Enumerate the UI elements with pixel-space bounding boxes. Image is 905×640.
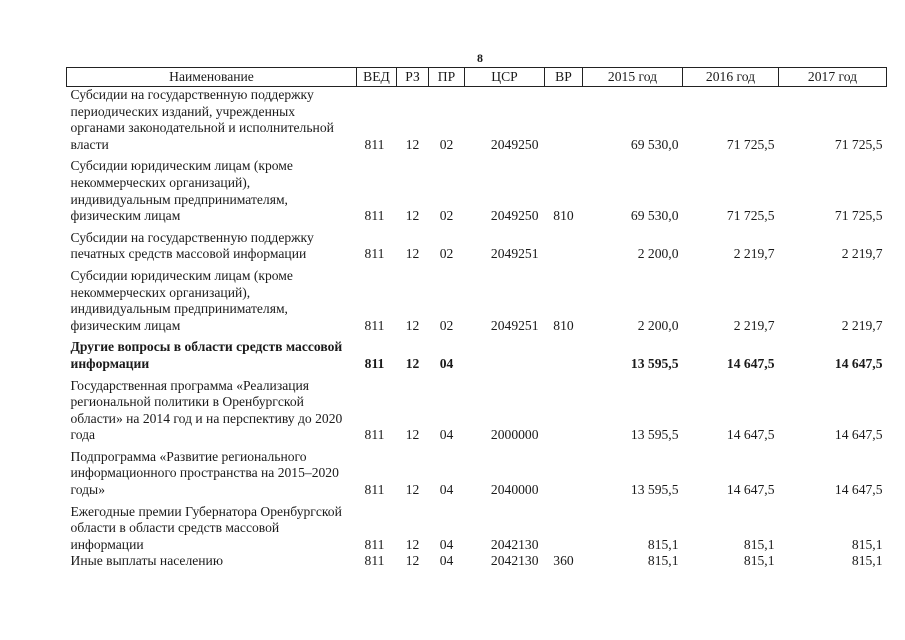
row-csr: 2040000 (490, 482, 539, 498)
column-header-pr: ПР (429, 68, 465, 87)
row-ved: 811 (364, 536, 385, 552)
row-name: Субсидии на государственную поддержку печатных средств массовой информации (70, 229, 314, 262)
row-vr: 360 (553, 553, 574, 569)
row-value-2016: 71 725,5 (726, 208, 775, 224)
row-value-2016: 71 725,5 (726, 136, 775, 152)
row-rz: 12 (405, 208, 420, 224)
row-name: Другие вопросы в области средств массовой информации (70, 339, 343, 371)
row-value-2016: 2 219,7 (733, 246, 775, 262)
table-header (67, 68, 887, 87)
row-value-2016: 14 647,5 (726, 355, 775, 371)
row-csr: 2042130 (490, 553, 539, 569)
row-vr (545, 230, 583, 268)
table-body (67, 87, 887, 571)
column-header-vr: ВР (545, 68, 583, 87)
column-header-name: Наименование (67, 68, 357, 87)
row-pr: 02 (439, 246, 454, 262)
row-value-2015: 69 530,0 (630, 136, 679, 152)
row-ved: 811 (364, 317, 385, 333)
row-csr: 2042130 (490, 536, 539, 552)
row-ved: 811 (364, 246, 385, 262)
row-pr: 02 (439, 317, 454, 333)
row-vr: 810 (553, 208, 574, 224)
row-rz: 12 (405, 482, 420, 498)
table-row (67, 230, 887, 268)
row-value-2017: 14 647,5 (834, 355, 883, 371)
row-pr: 02 (439, 208, 454, 224)
row-value-2017: 71 725,5 (834, 208, 883, 224)
table-row (67, 553, 887, 570)
row-csr: 2049251 (490, 246, 539, 262)
row-vr: 810 (553, 317, 574, 333)
row-ved: 811 (364, 136, 385, 152)
row-ved: 811 (364, 355, 385, 371)
row-name: Субсидии на государственную поддержку периодических изданий, учрежденных органами законодательной и исполнительной власти (70, 87, 334, 152)
row-value-2016: 14 647,5 (726, 427, 775, 443)
row-rz: 12 (405, 553, 420, 569)
row-value-2016: 14 647,5 (726, 482, 775, 498)
row-name: Государственная программа «Реализация региональной политики в Оренбургской области» на 2014 год и на перспективу до 2020 года (70, 377, 343, 443)
table-row (67, 449, 887, 504)
row-vr (545, 87, 583, 159)
row-vr (545, 449, 583, 504)
row-value-2016: 815,1 (743, 553, 775, 569)
table-row (67, 268, 887, 339)
row-rz: 12 (405, 317, 420, 333)
row-pr: 04 (439, 355, 454, 371)
row-pr: 02 (439, 136, 454, 152)
row-csr: 2000000 (490, 427, 539, 443)
row-pr: 04 (439, 553, 454, 569)
row-csr (465, 339, 545, 377)
table-row (67, 339, 887, 377)
row-value-2015: 815,1 (647, 536, 679, 552)
table-row (67, 378, 887, 449)
row-name: Субсидии юридическим лицам (кроме некоммерческих организаций), индивидуальным предпринимателям, физическим лицам (70, 158, 293, 224)
row-value-2015: 13 595,5 (630, 427, 679, 443)
budget-table (66, 67, 887, 570)
row-value-2017: 815,1 (851, 553, 883, 569)
row-value-2017: 2 219,7 (841, 246, 883, 262)
row-pr: 04 (439, 536, 454, 552)
row-ved: 811 (364, 553, 385, 569)
row-value-2015: 13 595,5 (630, 355, 679, 371)
row-ved: 811 (364, 427, 385, 443)
row-csr: 2049250 (490, 208, 539, 224)
column-header-csr: ЦСР (465, 68, 545, 87)
row-value-2017: 2 219,7 (841, 317, 883, 333)
row-csr: 2049250 (490, 136, 539, 152)
row-value-2017: 14 647,5 (834, 482, 883, 498)
row-value-2015: 2 200,0 (637, 317, 679, 333)
row-name: Субсидии юридическим лицам (кроме некоммерческих организаций), индивидуальным предпринимателям, физическим лицам (70, 267, 293, 333)
row-vr (545, 339, 583, 377)
row-rz: 12 (405, 246, 420, 262)
row-rz: 12 (405, 355, 420, 371)
table-row (67, 87, 887, 159)
column-header-2017: 2017 год (779, 68, 887, 87)
row-name: Подпрограмма «Развитие регионального информационного пространства на 2015–2020 годы» (70, 448, 339, 498)
row-ved: 811 (364, 208, 385, 224)
row-value-2015: 13 595,5 (630, 482, 679, 498)
column-header-2016: 2016 год (683, 68, 779, 87)
row-value-2016: 2 219,7 (733, 317, 775, 333)
row-rz: 12 (405, 136, 420, 152)
row-value-2017: 14 647,5 (834, 427, 883, 443)
row-pr: 04 (439, 482, 454, 498)
row-vr (545, 504, 583, 554)
table-row (67, 504, 887, 554)
column-header-ved: ВЕД (357, 68, 397, 87)
row-csr: 2049251 (490, 317, 539, 333)
row-name: Иные выплаты населению (70, 553, 223, 569)
row-value-2016: 815,1 (743, 536, 775, 552)
table-row (67, 158, 887, 229)
row-name: Ежегодные премии Губернатора Оренбургской области в области средств массовой информации (70, 503, 342, 552)
column-header-2015: 2015 год (583, 68, 683, 87)
row-value-2015: 2 200,0 (637, 246, 679, 262)
row-ved: 811 (364, 482, 385, 498)
row-value-2017: 71 725,5 (834, 136, 883, 152)
page-number: 8 (477, 51, 483, 65)
row-value-2017: 815,1 (851, 536, 883, 552)
row-vr (545, 378, 583, 449)
row-pr: 04 (439, 427, 454, 443)
row-value-2015: 69 530,0 (630, 208, 679, 224)
row-rz: 12 (405, 427, 420, 443)
column-header-rz: РЗ (397, 68, 429, 87)
row-rz: 12 (405, 536, 420, 552)
row-value-2015: 815,1 (647, 553, 679, 569)
